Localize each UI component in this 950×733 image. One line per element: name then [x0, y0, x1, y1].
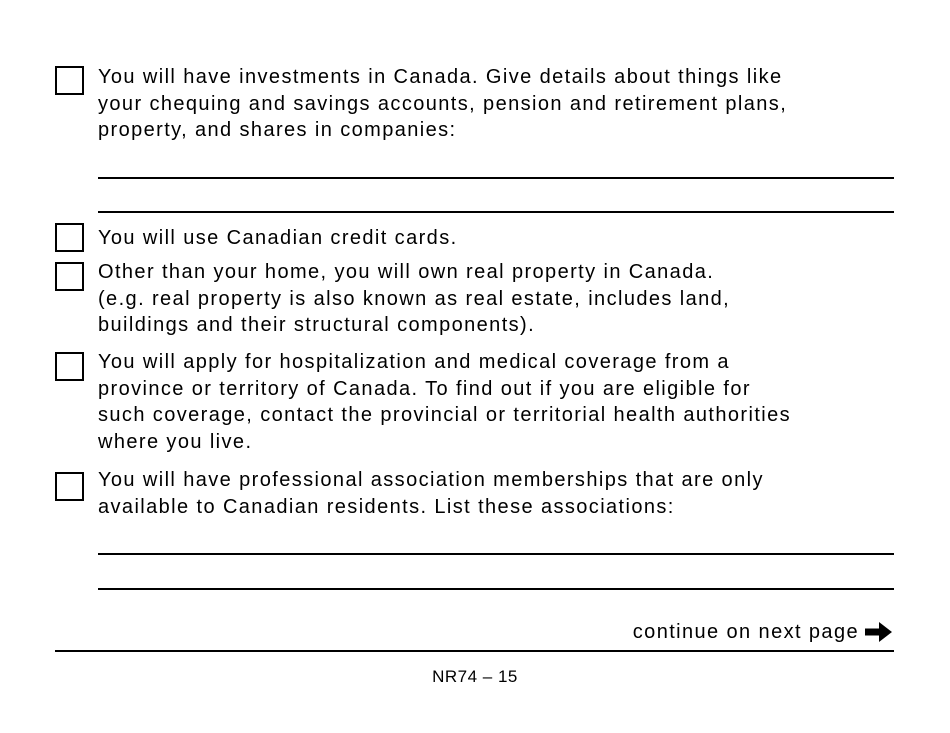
investments-text: You will have investments in Canada. Give details about things like your chequing and savings accounts, pension and retirement plans, property, and shares in companies:	[98, 66, 788, 141]
investments-checkbox[interactable]	[55, 66, 84, 95]
credit-cards-text: You will use Canadian credit cards.	[98, 227, 458, 249]
professional-associations-text: You will have professional association memberships that are only available to Canadian residents. List these associations:	[98, 469, 764, 518]
credit-cards-checkbox[interactable]	[55, 223, 84, 252]
investments-details-line-2[interactable]	[98, 211, 894, 213]
continue-notice	[633, 619, 894, 645]
hospitalization-checkbox[interactable]	[55, 352, 84, 381]
continue-label: continue on next page	[632, 621, 859, 643]
hospitalization-text: You will apply for hospitalization and medical coverage from a province or territory of Canada. To find out if you are eligible for such coverage, contact the provincial or territorial health authorities where you live.	[98, 351, 792, 453]
associations-list-line-2[interactable]	[98, 588, 894, 590]
associations-list-line-1[interactable]	[98, 553, 894, 555]
investments-details-line-1[interactable]	[98, 177, 894, 179]
real-property-text: Other than your home, you will own real property in Canada. (e.g. real property is also known as real estate, includes land, buildings and their structural components).	[98, 261, 731, 336]
footer-divider	[55, 650, 894, 652]
real-property-checkbox[interactable]	[55, 262, 84, 291]
right-arrow-icon	[864, 620, 894, 644]
professional-associations-checkbox[interactable]	[55, 472, 84, 501]
form-page-code: NR74 – 15	[432, 667, 518, 686]
